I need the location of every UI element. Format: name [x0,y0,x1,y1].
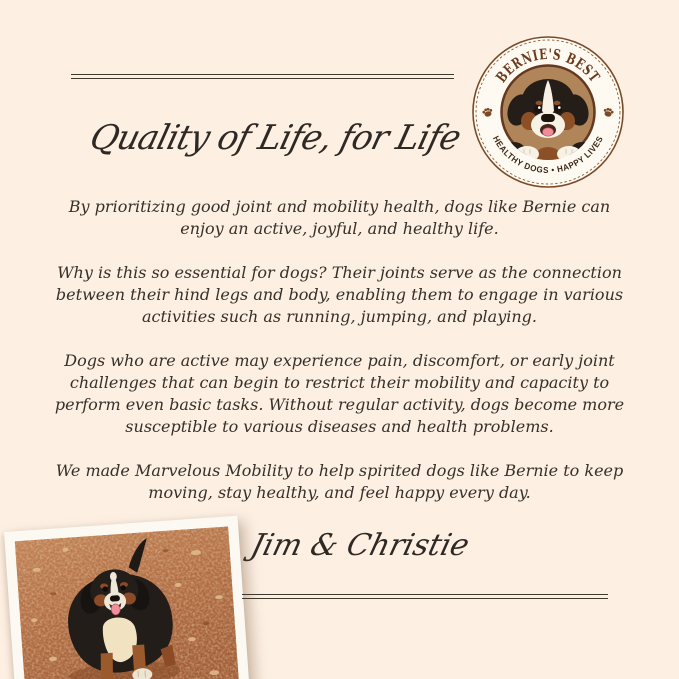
signature: Jim & Christie [247,528,473,563]
paragraph [0,196,679,240]
page-title: Quality of Life, for Life [85,118,465,158]
brand-badge [471,35,625,189]
paragraph-line: Why is this so essential for dogs? Their joints serve as the connection [57,263,622,282]
badge-bottom-text: HEALTHY DOGS • HAPPY LIVES [490,133,606,176]
top-divider [71,74,454,79]
paragraph [0,350,679,438]
paragraph-line: Dogs who are active may experience pain, discomfort, or early joint [64,351,615,370]
paragraph-line: activities such as running, jumping, and playing. [142,307,537,326]
paragraph [0,460,679,504]
paragraph-line: By prioritizing good joint and mobility health, dogs like Bernie can [68,197,611,216]
polaroid-photo [4,516,250,679]
paragraph-line: enjoy an active, joyful, and healthy life. [180,219,499,238]
dog-photo [15,526,240,679]
paragraph-line: between their hind legs and body, enabling them to engage in various [55,285,624,304]
paragraph-line: perform even basic tasks. Without regular activity, dogs become more [54,395,625,414]
bottom-divider [242,594,608,599]
paragraph-line: challenges that can begin to restrict their mobility and capacity to [69,373,610,392]
paragraph [0,262,679,328]
body-copy [0,196,679,526]
paragraph-line: We made Marvelous Mobility to help spirited dogs like Bernie to keep [55,461,624,480]
badge-top-text: BERNIE'S BEST [492,45,606,89]
paragraph-line: moving, stay healthy, and feel happy every day. [148,483,531,502]
paragraph-line: susceptible to various diseases and health problems. [125,417,554,436]
